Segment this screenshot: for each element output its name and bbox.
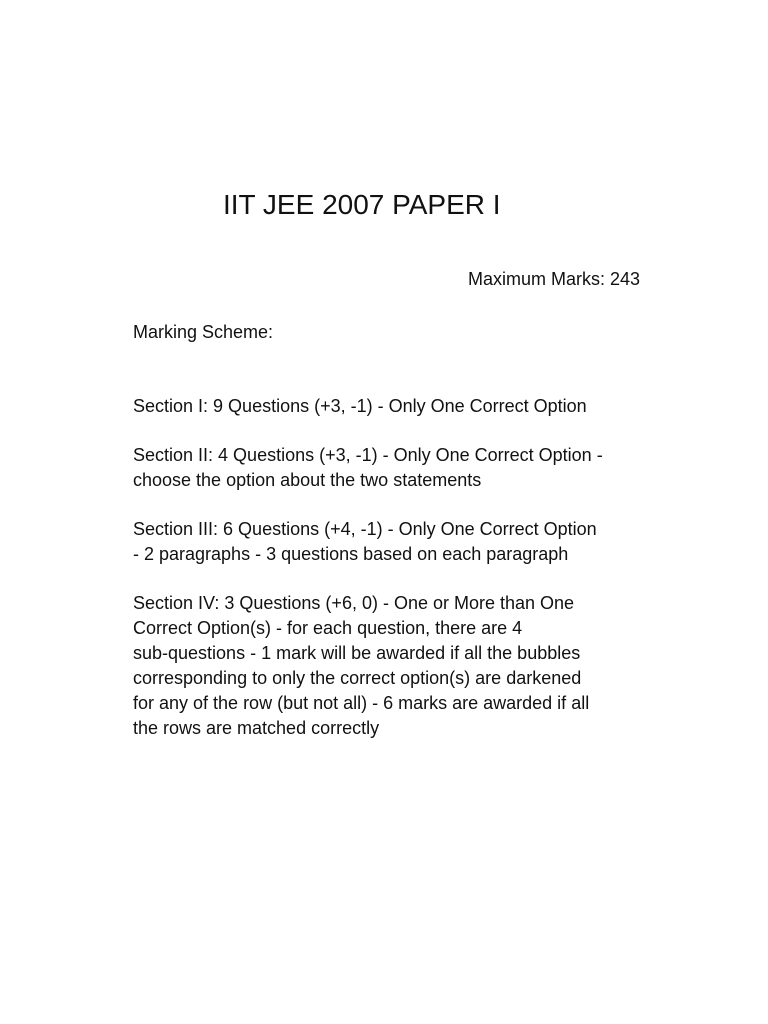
section-text-line: Section IV: 3 Questions (+6, 0) - One or More than One (133, 593, 575, 613)
section-text-line: sub-questions - 1 mark will be awarded if all the bubbles (133, 643, 581, 663)
section-2 (133, 443, 668, 493)
section-text-line: Section III: 6 Questions (+4, -1) - Only One Correct Option (133, 519, 597, 539)
section-text-line: - 2 paragraphs - 3 questions based on each paragraph (133, 544, 569, 564)
section-3 (133, 517, 668, 567)
marking-scheme-heading: Marking Scheme: (133, 322, 274, 342)
section-text-line: choose the option about the two statements (133, 470, 482, 490)
sections-list (133, 394, 668, 765)
section-1 (133, 394, 668, 419)
section-4 (133, 591, 668, 741)
section-text-line: Correct Option(s) - for each question, there are 4 (133, 618, 523, 638)
page-title: IIT JEE 2007 PAPER I (223, 189, 501, 220)
section-text-line: Section I: 9 Questions (+3, -1) - Only One Correct Option (133, 396, 587, 416)
section-text-line: for any of the row (but not all) - 6 marks are awarded if all (133, 693, 590, 713)
section-text-line: corresponding to only the correct option(s) are darkened (133, 668, 582, 688)
section-text-line: Section II: 4 Questions (+3, -1) - Only One Correct Option - (133, 445, 603, 465)
section-text-line: the rows are matched correctly (133, 718, 380, 738)
maximum-marks: Maximum Marks: 243 (468, 269, 641, 289)
